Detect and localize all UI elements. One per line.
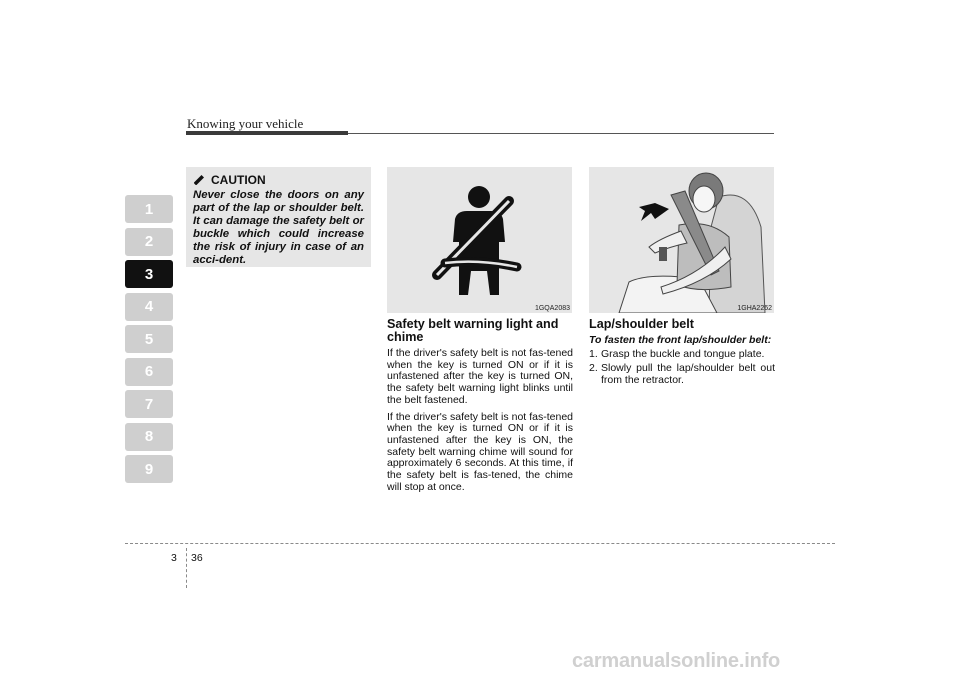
footer-rule — [125, 543, 835, 544]
chapter-tab-6[interactable]: 6 — [125, 358, 173, 386]
section-title: Lap/shoulder belt — [589, 317, 694, 331]
chapter-tabs — [125, 195, 173, 488]
chapter-tab-1[interactable]: 1 — [125, 195, 173, 223]
chapter-tab-7[interactable]: 7 — [125, 390, 173, 418]
chapter-tab-8[interactable]: 8 — [125, 423, 173, 451]
chapter-tab-9[interactable]: 9 — [125, 455, 173, 483]
step-number: 2. — [589, 362, 598, 375]
footer-page-number: 36 — [191, 552, 203, 564]
chapter-tab-5[interactable]: 5 — [125, 325, 173, 353]
footer-divider — [186, 548, 187, 588]
caution-heading — [193, 173, 364, 187]
step-text: Grasp the buckle and tongue plate. — [601, 347, 765, 360]
header-rule-accent — [186, 131, 348, 135]
seatbelt-warning-icon — [387, 167, 572, 313]
subheading: To fasten the front lap/shoulder belt: — [589, 334, 772, 346]
caution-box — [186, 167, 371, 267]
woman-fastening-belt-illustration — [589, 167, 774, 313]
figure-code: 1GQA2083 — [534, 305, 570, 312]
pencil-icon — [193, 174, 205, 186]
warning-section — [387, 318, 573, 498]
chapter-tab-2[interactable]: 2 — [125, 228, 173, 256]
step-item — [589, 349, 775, 361]
figure-code: 1GHA2262 — [737, 305, 772, 312]
watermark: carmanualsonline.info — [572, 650, 781, 672]
lap-shoulder-belt-figure — [589, 167, 774, 313]
paragraph: If the driver's safety belt is not fas-tened when the key is turned ON or if it is unfastened after the key is turned ON, the safety belt warning light blinks until the belt fastened. — [387, 347, 573, 406]
seatbelt-warning-light-figure — [387, 167, 572, 313]
step-number: 1. — [589, 347, 598, 360]
page-header-title: Knowing your vehicle — [187, 116, 304, 131]
chapter-tab-4[interactable]: 4 — [125, 293, 173, 321]
caution-heading-label: CAUTION — [211, 173, 266, 187]
section-title: Safety belt warning light and chime — [387, 317, 559, 344]
step-item — [589, 363, 775, 386]
caution-text: Never close the doors on any part of the lap or shoulder belt. It can damage the safety belt or buckle which could increase the risk of injury in case of an acci-dent. — [193, 189, 364, 266]
footer-chapter-number: 3 — [171, 552, 177, 564]
lap-shoulder-section — [589, 318, 775, 390]
step-text: Slowly pull the lap/shoulder belt out from the retractor. — [601, 362, 775, 387]
paragraph: If the driver's safety belt is not fas-tened when the key is turned ON or if it is unfastened after the key is ON, the safety belt warning chime will sound for approximately 6 seconds. At this time, if the safety belt is fas-tened, the chime will stop at once. — [387, 410, 573, 493]
chapter-tab-3[interactable]: 3 — [125, 260, 173, 288]
